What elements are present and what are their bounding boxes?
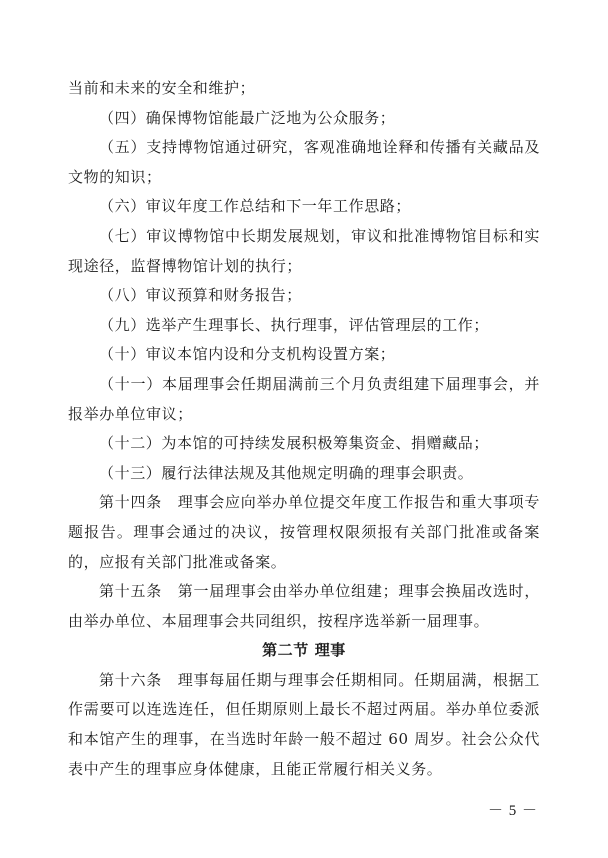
section-heading: 第二节 理事 (262, 641, 346, 660)
body-paragraph: （五）支持博物馆通过研究，客观准确地诠释和传播有关藏品及文物的知识； (68, 138, 540, 186)
body-paragraph: （六）审议年度工作总结和下一年工作思路； (99, 197, 412, 216)
body-paragraph: （十）审议本馆内设和分支机构设置方案； (99, 345, 396, 364)
body-paragraph: （四）确保博物馆能最广泛地为公众服务； (99, 108, 396, 127)
body-paragraph: （八）审议预算和财务报告； (99, 286, 302, 305)
body-paragraph: （十二）为本馆的可持续发展积极筹集资金、捐赠藏品； (99, 434, 490, 453)
page-content (68, 74, 540, 784)
body-paragraph: 第十五条 第一届理事会由举办单位组建；理事会换届改选时，由举办单位、本届理事会共同组织，按程序选举新一届理事。 (68, 582, 540, 630)
body-paragraph: （十三）履行法律法规及其他规定明确的理事会职责。 (99, 463, 474, 482)
body-paragraph: 当前和未来的安全和维护； (68, 79, 256, 97)
paragraph-group-before (68, 74, 540, 636)
body-paragraph: （十一）本届理事会任期届满前三个月负责组建下届理事会，并报举办单位审议； (68, 374, 540, 423)
body-paragraph: （七）审议博物馆中长期发展规划，审议和批准博物馆目标和实现途径，监督博物馆计划的执行； (68, 226, 540, 275)
body-paragraph: 第十六条 理事每届任期与理事会任期相同。任期届满，根据工作需要可以连选连任，但任期原则上最长不超过两届。举办单位委派和本馆产生的理事，在当选时年龄一般不超过 60 周岁。社会公众代表中产生的理事应身体健康，且能正常履行相关义务。 (68, 670, 540, 778)
body-paragraph: （九）选举产生理事长、执行理事，评估管理层的工作； (99, 315, 490, 334)
body-paragraph: 第十四条 理事会应向举办单位提交年度工作报告和重大事项专题报告。理事会通过的决议，按管理权限须报有关部门批准或备案的，应报有关部门批准或备案。 (68, 493, 540, 571)
paragraph-group-after (68, 666, 540, 784)
page-number: － 5 － (487, 803, 538, 819)
